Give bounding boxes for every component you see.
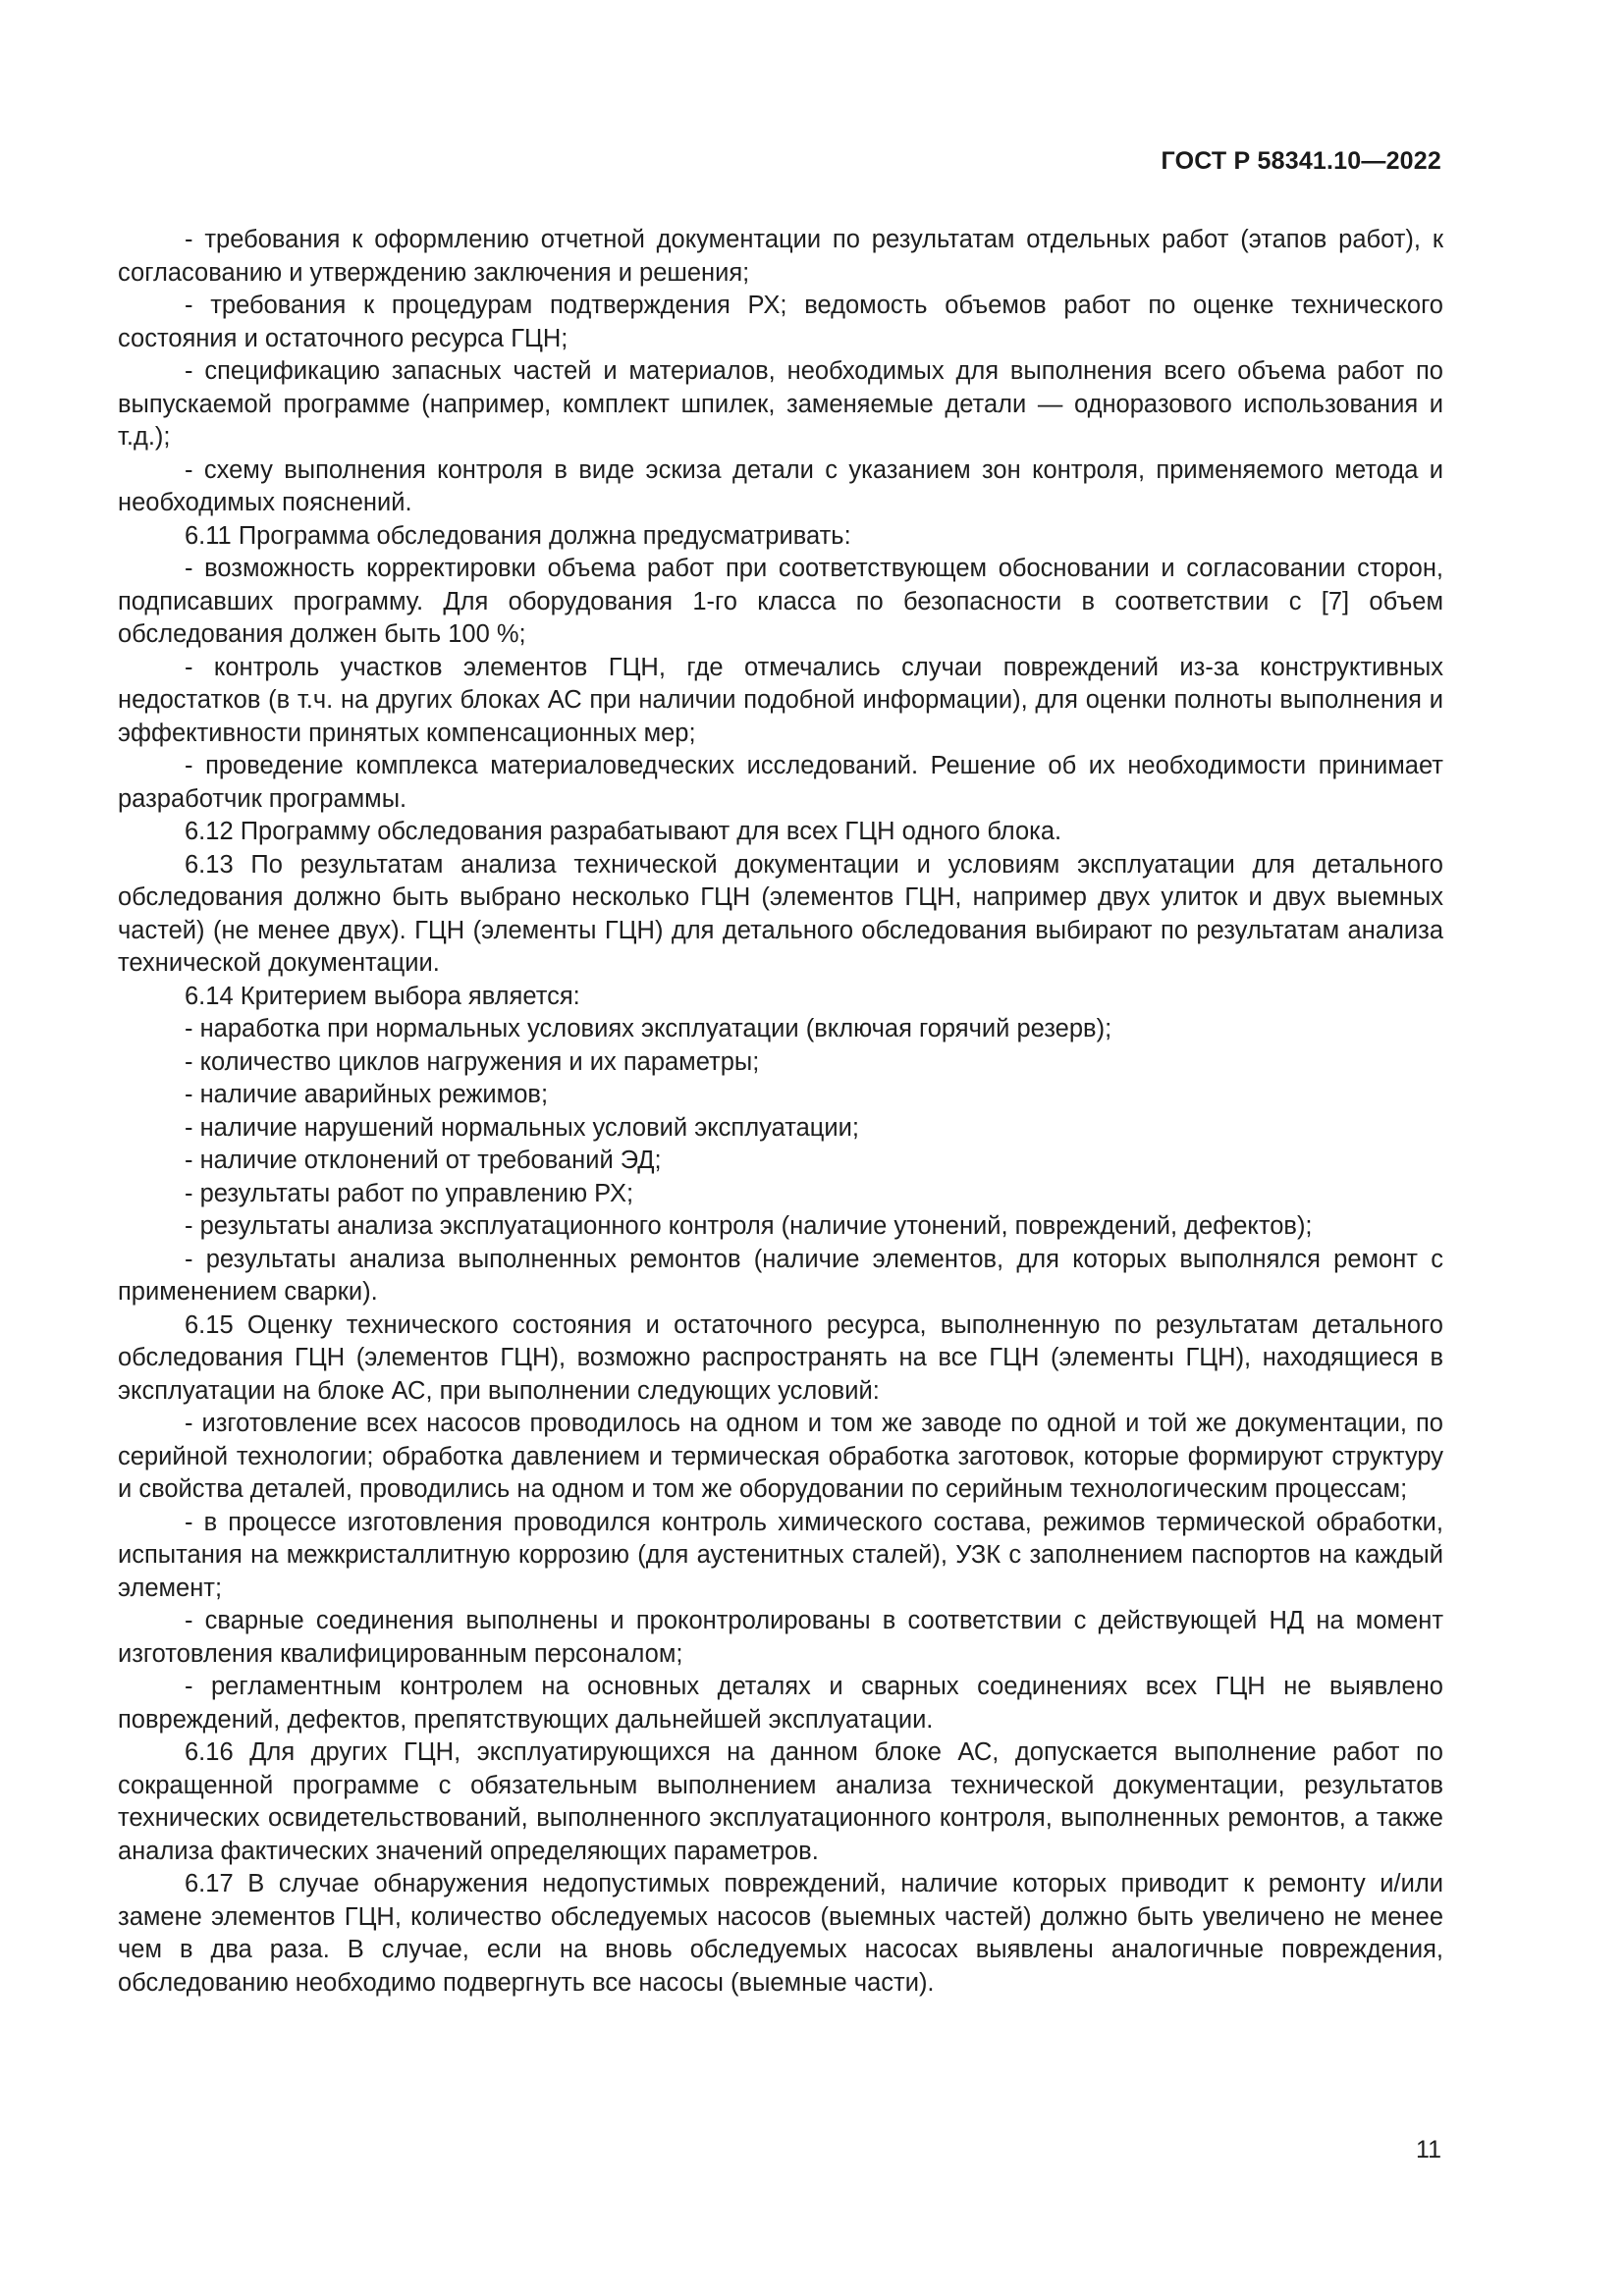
paragraph: - схему выполнения контроля в виде эскиза детали с указанием зон контроля, применяемого метода и необходимых пояснений. [118,455,1443,516]
paragraph: - контроль участков элементов ГЦН, где отмечались случаи повреждений из-за конструктивных недостатков (в т.ч. на других блоках АС при наличии подобной информации), для оценки полноты выполнения и эффективности принятых компенсационных мер; [118,653,1443,747]
paragraph: - изготовление всех насосов проводилось на одном и том же заводе по одной и той же документации, по серийной технологии; обработка давлением и термическая обработка заготовок, которые формируют структуру и свойства деталей, проводились на одном и том же оборудовании по серийным технологическим процессам; [118,1410,1443,1503]
clause-6-11: 6.11 Программа обследования должна предусматривать: [185,521,851,550]
clause-6-13: 6.13 По результатам анализа технической документации и условиям эксплуатации для детального обследования должно быть выбрано несколько ГЦН (элементов ГЦН, например двух улиток и двух выемных частей) (не менее двух). ГЦН (элементы ГЦН) для детального обследования выбирают по результатам анализа технической документации. [118,850,1443,977]
list-item: - наработка при нормальных условиях эксплуатации (включая горячий резерв); [185,1015,1112,1042]
clause-6-12: 6.12 Программу обследования разрабатывают для всех ГЦН одного блока. [185,818,1062,845]
list-item: - наличие нарушений нормальных условий эксплуатации; [185,1113,859,1142]
list-item: - количество циклов нагружения и их параметры; [185,1047,760,1076]
paragraph: - регламентным контролем на основных деталях и сварных соединениях всех ГЦН не выявлено повреждений, дефектов, препятствующих дальнейшей эксплуатации. [118,1673,1443,1734]
paragraph: - в процессе изготовления проводился контроль химического состава, режимов термической обработки, испытания на межкристаллитную коррозию (для аустенитных сталей), УЗК с заполнением паспортов на каждый элемент; [118,1508,1443,1602]
paragraph: - проведение комплекса материаловедческих исследований. Решение об их необходимости принимает разработчик программы. [118,752,1443,813]
paragraph: - сварные соединения выполнены и проконтролированы в соответствии с действующей НД на момент изготовления квалифицированным персоналом; [118,1607,1443,1668]
paragraph: - требования к оформлению отчетной документации по результатам отдельных работ (этапов работ), к согласованию и утверждению заключения и решения; [118,226,1443,287]
paragraph: - требования к процедурам подтверждения РХ; ведомость объемов работ по оценке технического состояния и остаточного ресурса ГЦН; [118,292,1443,352]
document-body [118,224,1443,2000]
list-item: - результаты анализа эксплуатационного контроля (наличие утонений, повреждений, дефектов); [185,1212,1313,1240]
paragraph: - спецификацию запасных частей и материалов, необходимых для выполнения всего объема работ по выпускаемой программе (например, комплект шпилек, заменяемые детали — одноразового использования и т.д.); [118,357,1443,451]
list-item: - наличие аварийных режимов; [185,1081,549,1108]
paragraph: - возможность корректировки объема работ при соответствующем обосновании и согласовании сторон, подписавших программу. Для оборудования 1-го класса по безопасности в соответствии с [7] объем обследования должен быть 100 %; [118,555,1443,648]
list-item: - наличие отклонений от требований ЭД; [185,1147,662,1174]
clause-6-17: 6.17 В случае обнаружения недопустимых повреждений, наличие которых приводит к ремонту и/или замене элементов ГЦН, количество обследуемых насосов (выемных частей) должно быть увеличено не менее чем в два раза. В случае, если на вновь обследуемых насосах выявлены аналогичные повреждения, обследованию необходимо подвергнуть все насосы (выемные части). [118,1870,1443,1997]
clause-6-14: 6.14 Критерием выбора является: [185,982,580,1010]
standard-code-header: ГОСТ Р 58341.10—2022 [1161,147,1441,175]
clause-6-15: 6.15 Оценку технического состояния и остаточного ресурса, выполненную по результатам детального обследования ГЦН (элементов ГЦН), возможно распространять на все ГЦН (элементы ГЦН), находящиеся в эксплуатации на блоке АС, при выполнении следующих условий: [118,1310,1443,1405]
list-item: - результаты работ по управлению РХ; [185,1179,634,1207]
clause-6-16: 6.16 Для других ГЦН, эксплуатирующихся на данном блоке АС, допускается выполнение работ по сокращенной программе с обязательным выполнением анализа технической документации, результатов технических освидетельствований, выполненного эксплуатационного контроля, выполненных ремонтов, а также анализа фактических значений определяющих параметров. [118,1738,1443,1865]
page-number: 11 [1416,2136,1441,2163]
list-item: - результаты анализа выполненных ремонтов (наличие элементов, для которых выполнялся ремонт с применением сварки). [118,1245,1443,1306]
